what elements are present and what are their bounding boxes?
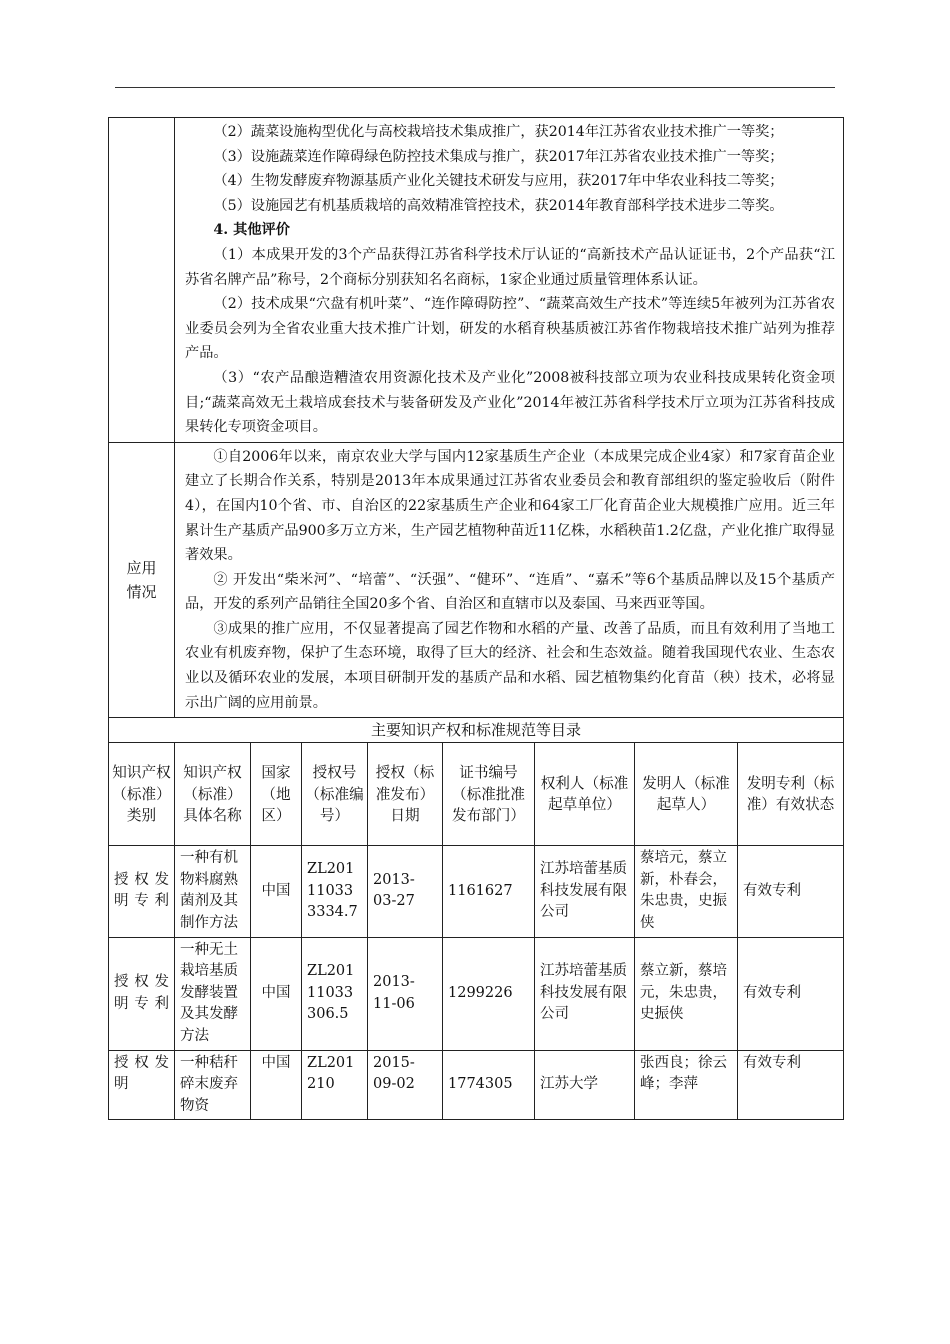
cell-owner: 江苏培蕾基质科技发展有限公司 (535, 846, 635, 937)
other-eval-paragraph: （3）“农产品酿造糟渣农用资源化技术及产业化”2008被科技部立项为农业科技成果转化资金项目;“蔬菜高效无土栽培成套技术与装备研发及产业化”2014年被江苏省科学技术厅立项为江苏省科技成果转化专项资金项目。 (185, 369, 835, 436)
other-eval-paragraph: （1）本成果开发的3个产品获得江苏省科学技术厅认证的“高新技术产品认证证书，2个产品获“江苏省名牌产品”称号，2个商标分别获知名名商标，1家企业通过质量管理体系认证。 (185, 246, 835, 288)
application-content (175, 442, 844, 718)
cell-inventors: 蔡培元，蔡立新，朴春会，朱忠贵，史振侠 (635, 846, 738, 937)
header-inventors: 发明人（标准起草人） (635, 743, 738, 846)
cell-country: 中国 (251, 937, 302, 1050)
ip-caption-row (109, 718, 844, 743)
cell-category: 授权发明 (109, 1050, 175, 1120)
cell-status: 有效专利 (738, 1050, 844, 1120)
application-label: 应用情况 (109, 442, 175, 718)
cell-category: 授权发明专利 (109, 937, 175, 1050)
cell-cert: 1774305 (443, 1050, 535, 1120)
ip-header-row (109, 743, 844, 846)
table-row (109, 1050, 844, 1120)
cell-owner: 江苏培蕾基质科技发展有限公司 (535, 937, 635, 1050)
application-paragraph: ② 开发出“柴米河”、“培蕾”、“沃强”、“健环”、“连盾”、“嘉禾”等6个基质品牌以及15个基质产品，开发的系列产品销往全国20多个省、自治区和直辖市以及泰国、马来西亚等国。 (185, 571, 835, 613)
awards-left-cell (109, 118, 175, 443)
cell-cert: 1161627 (443, 846, 535, 937)
cell-cert: 1299226 (443, 937, 535, 1050)
table-row (109, 937, 844, 1050)
cell-name: 一种秸秆碎末废弃物资 (175, 1050, 251, 1120)
cell-name: 一种无土栽培基质发酵装置及其发酵方法 (175, 937, 251, 1050)
awards-row (109, 118, 844, 443)
ip-table-caption: 主要知识产权和标准规范等目录 (109, 718, 844, 743)
other-eval-heading: 4. 其他评价 (213, 222, 290, 239)
header-country: 国家（地区） (251, 743, 302, 846)
achievement-table (108, 117, 844, 1120)
header-cert: 证书编号（标准批准发布部门） (443, 743, 535, 846)
award-item: （3）设施蔬菜连作障碍绿色防控技术集成与推广，获2017年江苏省农业技术推广一等奖； (213, 148, 784, 165)
table-row (109, 846, 844, 937)
award-item: （4）生物发酵废弃物源基质产业化关键技术研发与应用，获2017年中华农业科技二等奖； (213, 173, 784, 190)
cell-inventors: 张西良；徐云峰；李萍 (635, 1050, 738, 1120)
cell-number: ZL201210 (302, 1050, 368, 1120)
header-owner: 权利人（标准起草单位） (535, 743, 635, 846)
award-item: （5）设施园艺有机基质栽培的高效精准管控技术，获2014年教育部科学技术进步二等奖。 (213, 197, 784, 214)
header-number: 授权号（标准编号） (302, 743, 368, 846)
cell-country: 中国 (251, 1050, 302, 1120)
cell-name: 一种有机物料腐熟菌剂及其制作方法 (175, 846, 251, 937)
awards-content (175, 118, 844, 443)
header-status: 发明专利（标准）有效状态 (738, 743, 844, 846)
award-item: （2）蔬菜设施构型优化与高校栽培技术集成推广，获2014年江苏省农业技术推广一等奖； (213, 124, 784, 140)
application-paragraph: ③成果的推广应用，不仅显著提高了园艺作物和水稻的产量、改善了品质，而且有效利用了当地工农业有机废弃物，保护了生态环境，取得了巨大的经济、社会和生态效益。随着我国现代农业、生态农业以及循环农业的发展，本项目研制开发的基质产品和水稻、园艺植物集约化育苗（秧）技术，必将显示出广阔的应用前景。 (185, 620, 835, 711)
cell-number: ZL20111033306.5 (302, 937, 368, 1050)
cell-status: 有效专利 (738, 846, 844, 937)
header-name: 知识产权（标准）具体名称 (175, 743, 251, 846)
cell-category: 授权发明专利 (109, 846, 175, 937)
header-date: 授权（标准发布）日期 (368, 743, 443, 846)
application-paragraph: ①自2006年以来，南京农业大学与国内12家基质生产企业（本成果完成企业4家）和7家育苗企业建立了长期合作关系，特别是2013年本成果通过江苏省农业委员会和教育部组织的鉴定验收后（附件4），在国内10个省、市、自治区的22家基质生产企业和64家工厂化育苗企业大规模推广应用。近三年累计生产基质产品900多万立方米，生产园艺植物种苗近11亿株，水稻秧苗1.2亿盘，产业化推广取得显著效果。 (185, 448, 835, 564)
cell-date: 2015-09-02 (368, 1050, 443, 1120)
application-row (109, 442, 844, 718)
cell-date: 2013-11-06 (368, 937, 443, 1050)
header-category: 知识产权（标准）类别 (109, 743, 175, 846)
cell-number: ZL201110333334.7 (302, 846, 368, 937)
other-eval-paragraph: （2）技术成果“穴盘有机叶菜”、“连作障碍防控”、“蔬菜高效生产技术”等连续5年被列为江苏省农业委员会列为全省农业重大技术推广计划，研发的水稻育秧基质被江苏省作物栽培技术推广站列为推荐产品。 (185, 296, 835, 362)
cell-status: 有效专利 (738, 937, 844, 1050)
cell-owner: 江苏大学 (535, 1050, 635, 1120)
header-rule (115, 87, 835, 88)
cell-date: 2013-03-27 (368, 846, 443, 937)
cell-country: 中国 (251, 846, 302, 937)
cell-inventors: 蔡立新，蔡培元，朱忠贵，史振侠 (635, 937, 738, 1050)
